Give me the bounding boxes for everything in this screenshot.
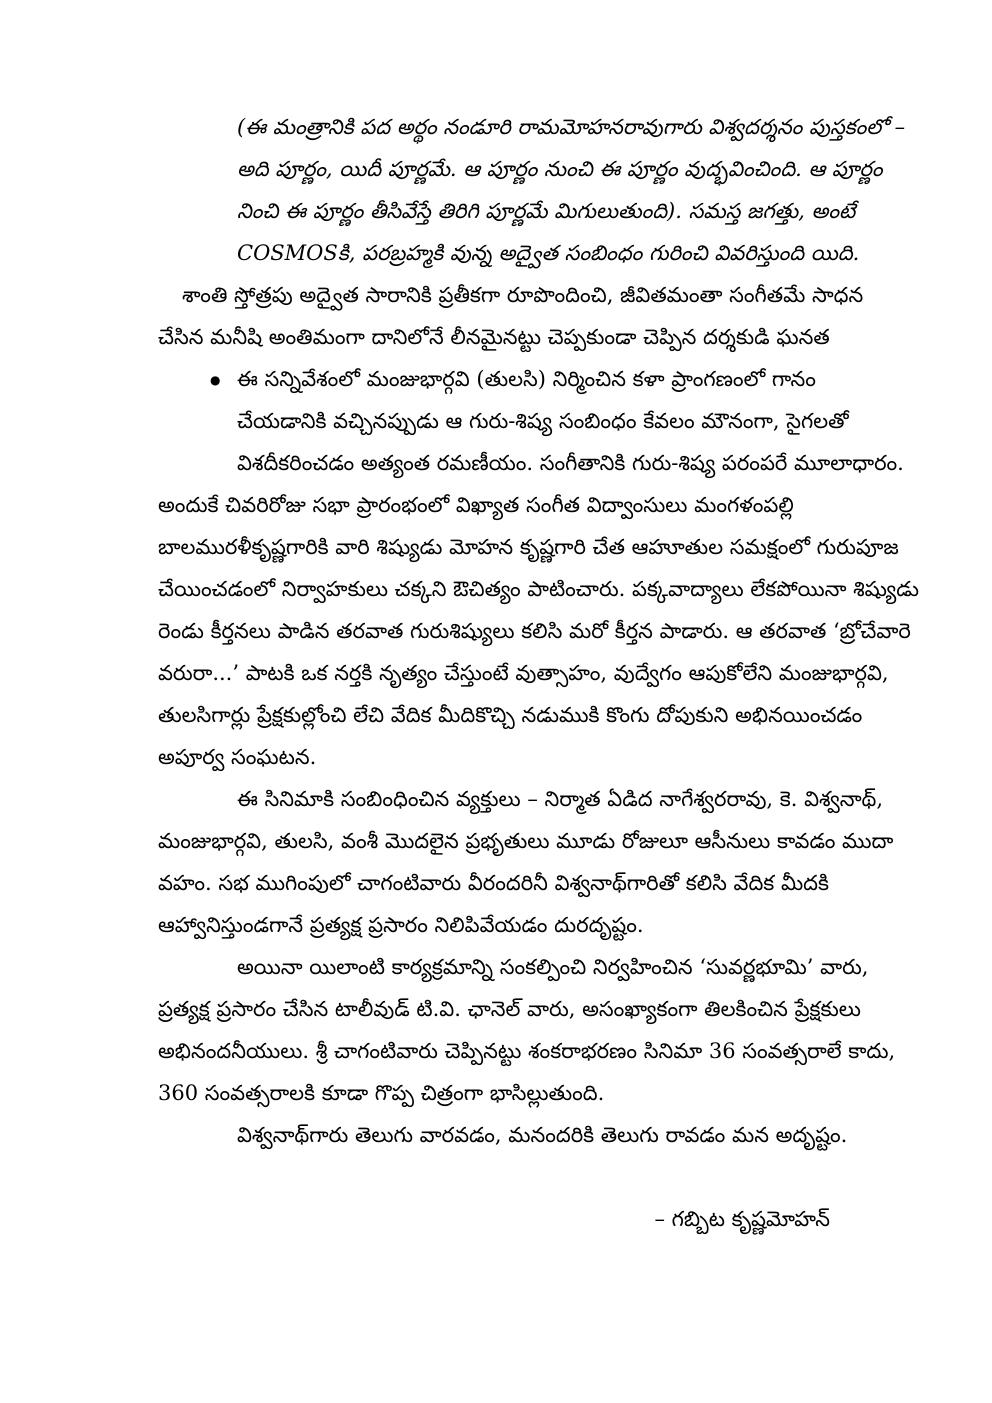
paragraph-line: మంజుభార్గవి, తులసి, వంశీ మొదలైన ప్రభృతులు మూడు రోజులూ ఆసీనులు కావడం ముదా — [158, 829, 894, 853]
bullet-line: విశదీకరించడం అత్యంత రమణీయం. సంగీతానికి గురు-శిష్య పరంపరే మూలాధారం. — [237, 451, 904, 475]
paragraph-line: చేయించడంలో నిర్వాహకులు చక్కని ఔచిత్యం పాటించారు. పక్కవాద్యాలు లేకపోయినా శిష్యుడు — [158, 577, 920, 601]
paragraph-line: రెండు కీర్తనలు పాడిన తరవాత గురుశిష్యులు కలిసి మరో కీర్తన పాడారు. ఆ తరవాత ‘బ్రోచేవారె — [158, 619, 911, 643]
quote-line: నించి ఈ పూర్ణం తీసివేస్తే తిరిగి పూర్ణమే మిగులుతుంది). సమస్త జగత్తు, అంటే — [237, 199, 856, 223]
paragraph-line: అభినందనీయులు. శ్రీ చాగంటివారు చెప్పినట్టు శంకరాభరణం సినిమా 36 సంవత్సరాలే కాదు, — [158, 1039, 896, 1063]
paragraph-line: ఆహ్వానిస్తుండగానే ప్రత్యక్ష ప్రసారం నిలిపివేయడం దురదృష్టం. — [158, 913, 644, 937]
bullet-item — [0, 358, 992, 400]
paragraph-line: అయినా యిలాంటి కార్యక్రమాన్ని సంకల్పించి నిర్వహించిన ‘సువర్ణభూమి’ వారు, — [237, 955, 869, 979]
paragraph-line: అందుకే చివరిరోజు సభా ప్రారంభంలో విఖ్యాత సంగీత విద్వాంసులు మంగళంపల్లి — [158, 493, 794, 517]
paragraph-line: శాంతి స్తోత్రపు అద్వైత సారానికి ప్రతీకగా రూపొందించి, జీవితమంతా సంగీతమే సాధన — [182, 283, 864, 307]
paragraph-line: బాలమురళీకృష్ణగారికి వారి శిష్యుడు మోహన కృష్ణగారి చేత ఆహూతుల సమక్షంలో గురుపూజ — [158, 535, 899, 559]
paragraph-line: వరురా...’ పాటకి ఒక నర్తకి నృత్యం చేస్తుంటే వుత్సాహం, వుద్వేగం ఆపుకోలేని మంజుభార్గవి, — [158, 661, 889, 685]
bullet-line: ఈ సన్నివేశంలో మంజుభార్గవి (తులసి) నిర్మించిన కళా ప్రాంగణంలో గానం — [237, 367, 816, 391]
paragraph-line: అపూర్వ సంఘటన. — [158, 745, 317, 769]
paragraph-line: వహం. సభ ముగింపులో చాగంటివారు వీరందరినీ విశ్వనాథ్‌గారితో కలిసి వేదిక మీదకి — [158, 871, 829, 895]
paragraph-line: తులసిగార్లు ప్రేక్షకుల్లోంచి లేచి వేదిక మీదికొచ్చి నడుముకి కొంగు దోపుకుని అభినయించడం — [158, 703, 863, 727]
quote-line: (ఈ మంత్రానికి పద అర్థం నండూరి రామమోహనరావుగారు విశ్వదర్శనం పుస్తకంలో – — [237, 115, 906, 139]
signature-line: – గబ్బిట కృష్ణమోహన్ — [654, 1207, 830, 1231]
quote-line: COSMOSకి, పరబ్రహ్మకి వున్న అద్వైత సంబింధం గురించి వివరిస్తుంది యిది. — [237, 241, 860, 265]
paragraph-line: 360 సంవత్సరాలకి కూడా గొప్ప చిత్రంగా భాసిల్లుతుంది. — [158, 1081, 605, 1105]
bullet-line: చేయడానికి వచ్చినప్పుడు ఆ గురు-శిష్య సంబింధం కేవలం మౌనంగా, సైగలతో — [237, 409, 849, 433]
paragraph-line: విశ్వనాథ్‌గారు తెలుగు వారవడం, మనందరికి తెలుగు రావడం మన అదృష్టం. — [237, 1123, 848, 1147]
bullet-icon: ● — [210, 373, 221, 387]
paragraph-line: ప్రత్యక్ష ప్రసారం చేసిన టాలీవుడ్ టి.వి. ఛానెల్ వారు, అసంఖ్యాకంగా తిలకించిన ప్రేక్షకులు — [158, 997, 861, 1021]
paragraph-line: చేసిన మనీషి అంతిమంగా దానిలోనే లీనమైనట్టు చెప్పకుండా చెప్పిన దర్శకుడి ఘనత — [158, 325, 830, 349]
quote-line: అది పూర్ణం, యిదీ పూర్ణమే. ఆ పూర్ణం నుంచి ఈ పూర్ణం వుద్భవించింది. ఆ పూర్ణం — [237, 157, 883, 181]
paragraph-line: ఈ సినిమాకి సంబింధించిన వ్యక్తులు – నిర్మాత ఏడిద నాగేశ్వరరావు, కె. విశ్వనాథ్, — [237, 787, 884, 811]
